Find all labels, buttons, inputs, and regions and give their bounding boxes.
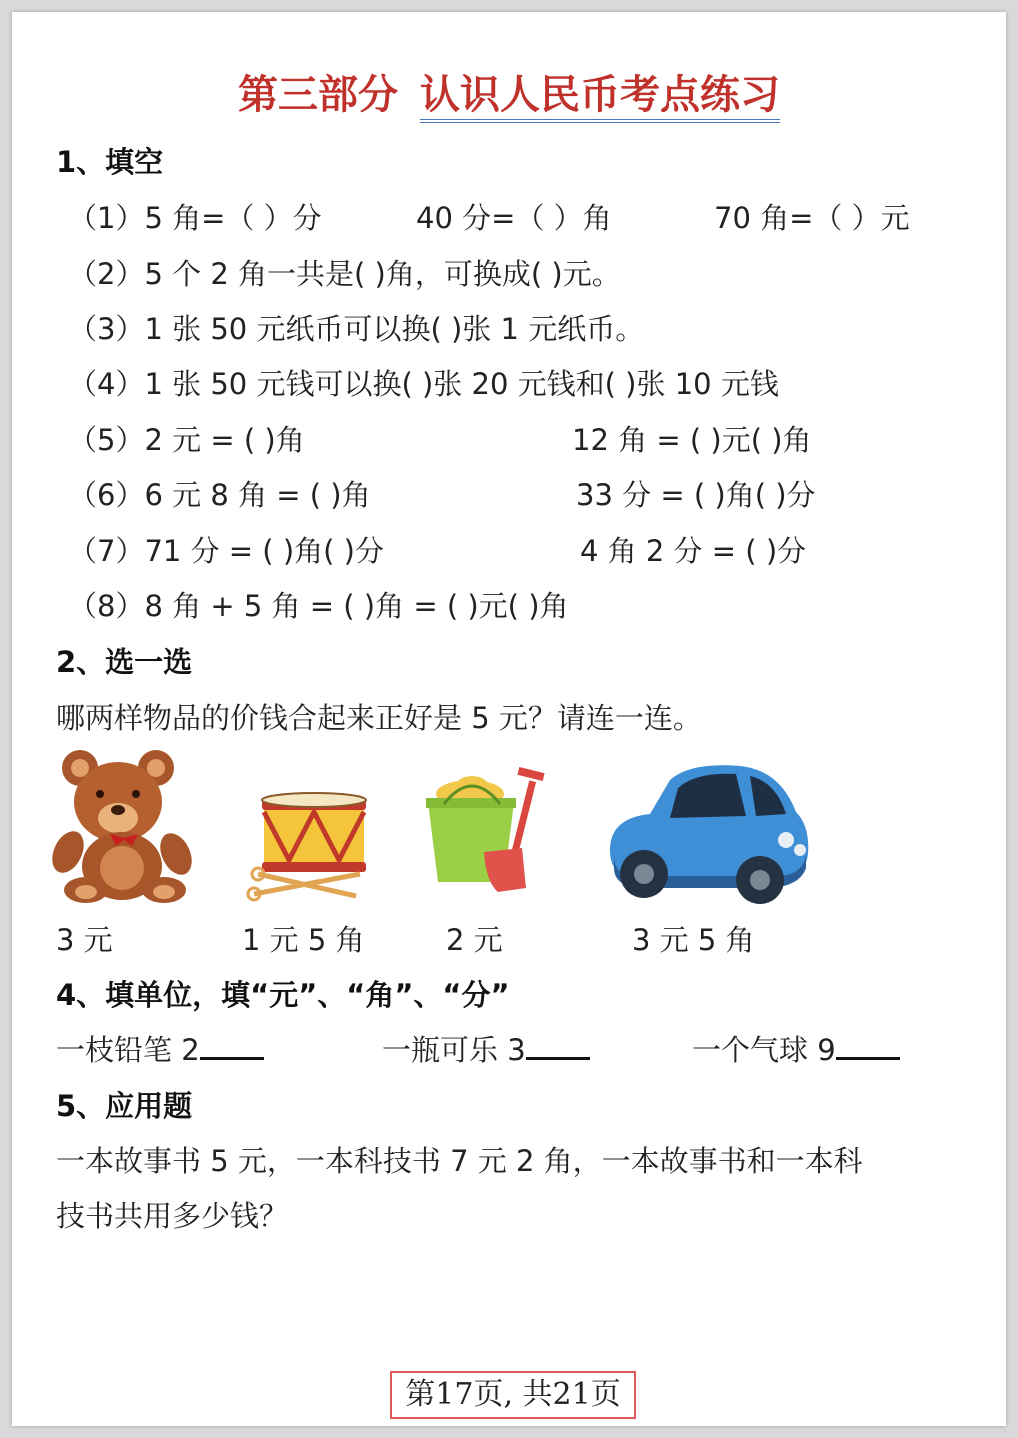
price-sand-bucket: 2 元 bbox=[446, 923, 503, 957]
q4: （4）1 张 50 元钱可以换( )张 20 元钱和( )张 10 元钱 bbox=[68, 367, 779, 401]
section1-heading: 1、填空 bbox=[56, 145, 164, 179]
unit-item-balloon bbox=[692, 1028, 900, 1069]
q3: （3）1 张 50 元纸币可以换( )张 1 元纸币。 bbox=[68, 312, 645, 346]
unit-blank-cola[interactable] bbox=[526, 1031, 590, 1060]
page-number: 第17页, 共21页 bbox=[390, 1371, 636, 1419]
section5-heading: 5、应用题 bbox=[56, 1089, 193, 1123]
unit-item-pencil-label: 一枝铅笔 2 bbox=[56, 1033, 200, 1067]
page-title bbox=[12, 72, 1006, 123]
section2-question: 哪两样物品的价钱合起来正好是 5 元？请连一连。 bbox=[56, 701, 702, 735]
section2-heading: 2、选一选 bbox=[56, 645, 193, 679]
unit-item-cola bbox=[382, 1028, 590, 1069]
q7-b: 4 角 2 分 = ( )分 bbox=[580, 534, 807, 568]
title-subject: 认识人民币考点练习 bbox=[420, 73, 780, 123]
unit-blank-balloon[interactable] bbox=[836, 1031, 900, 1060]
teddy-bear-icon bbox=[52, 742, 192, 904]
unit-item-pencil bbox=[56, 1028, 264, 1069]
worksheet-page bbox=[12, 12, 1006, 1426]
q5-b: 12 角 = ( )元( )角 bbox=[572, 423, 812, 457]
price-drum: 1 元 5 角 bbox=[242, 923, 365, 957]
section4-heading: 4、填单位，填“元”、“角”、“分” bbox=[56, 978, 510, 1012]
q7-a: （7）71 分 = ( )角( )分 bbox=[68, 534, 384, 568]
price-teddy-bear: 3 元 bbox=[56, 923, 113, 957]
q5-a: （5）2 元 = ( )角 bbox=[68, 423, 305, 457]
title-part: 第三部分 bbox=[238, 72, 398, 118]
toy-car-icon bbox=[600, 758, 814, 908]
q1-c: 70 角=（ ）元 bbox=[714, 201, 910, 235]
q1-b: 40 分=（ ）角 bbox=[416, 201, 612, 235]
unit-blank-pencil[interactable] bbox=[200, 1031, 264, 1060]
sand-bucket-icon bbox=[422, 764, 552, 892]
word-problem-line1: 一本故事书 5 元，一本科技书 7 元 2 角，一本故事书和一本科 bbox=[56, 1144, 863, 1178]
unit-item-balloon-label: 一个气球 9 bbox=[692, 1033, 836, 1067]
unit-item-cola-label: 一瓶可乐 3 bbox=[382, 1033, 526, 1067]
q1-a: （1）5 角=（ ）分 bbox=[68, 201, 322, 235]
q6-a: （6）6 元 8 角 = ( )角 bbox=[68, 478, 371, 512]
word-problem-line2: 技书共用多少钱？ bbox=[56, 1199, 289, 1233]
q2: （2）5 个 2 角一共是( )角，可换成( )元。 bbox=[68, 257, 621, 291]
q8: （8）8 角 + 5 角 = ( )角 = ( )元( )角 bbox=[68, 589, 569, 623]
price-toy-car: 3 元 5 角 bbox=[632, 923, 755, 957]
drum-icon bbox=[244, 790, 374, 902]
q6-b: 33 分 = ( )角( )分 bbox=[576, 478, 816, 512]
